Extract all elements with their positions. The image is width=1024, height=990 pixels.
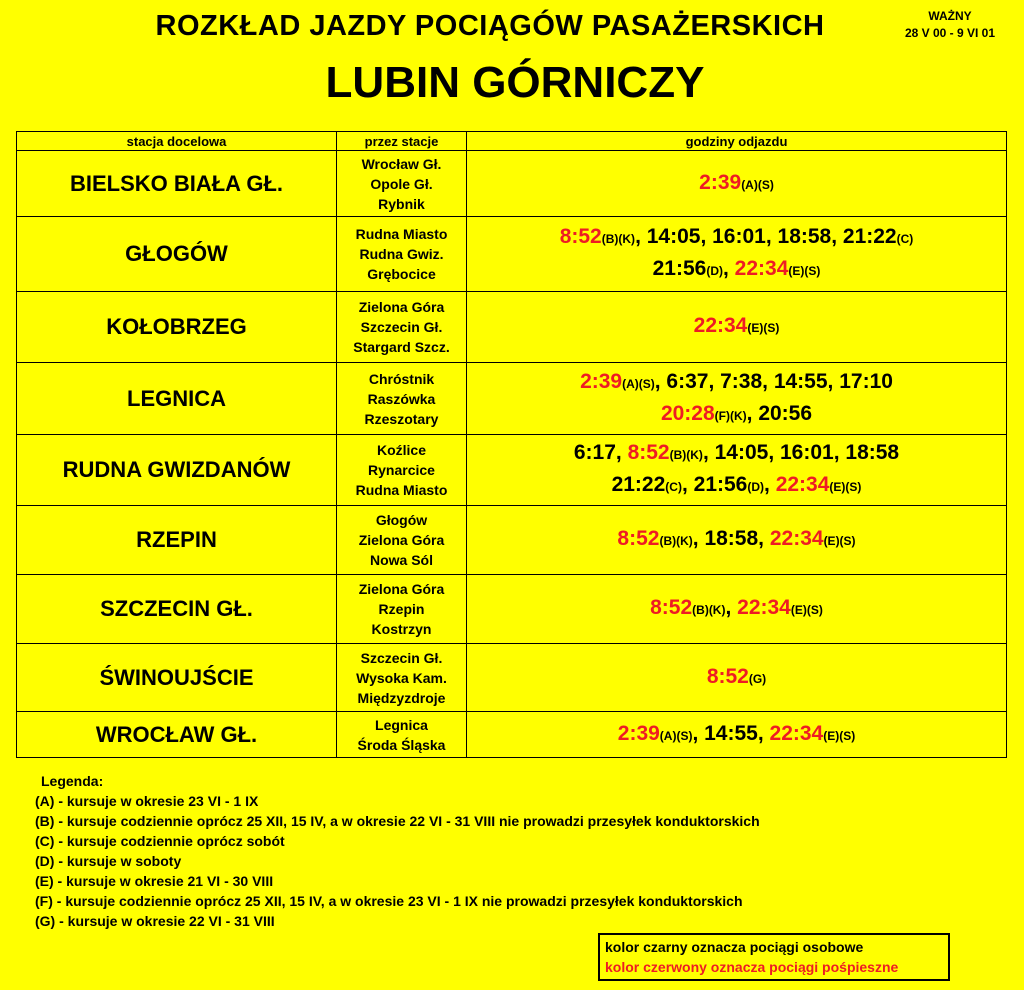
- departure-passenger: [574, 441, 616, 464]
- destination-cell: KOŁOBRZEG: [17, 292, 337, 363]
- departure-time: 21:56: [693, 473, 748, 496]
- column-header-departures: godziny odjazdu: [467, 132, 1007, 151]
- destination-cell: RUDNA GWIZDANÓW: [17, 435, 337, 506]
- departure-time: 6:17: [573, 441, 616, 464]
- via-station: Koźlice: [376, 442, 426, 458]
- legend-item: (G) - kursuje w okresie 22 VI - 31 VIII: [35, 913, 275, 929]
- departure-passenger: [778, 225, 832, 248]
- departure-passenger: [647, 225, 701, 248]
- departure-time: 22:34: [693, 314, 748, 337]
- departure-time: 20:28: [660, 401, 715, 425]
- departure-notes: (C): [665, 480, 682, 494]
- validity-label: WAŻNY: [928, 9, 972, 23]
- table-row: [17, 644, 1007, 712]
- departure-line: [467, 524, 1006, 556]
- departure-time: 14:05: [714, 441, 769, 464]
- separator: ,: [681, 473, 694, 496]
- departure-fast: [617, 527, 692, 550]
- departures-cell: [467, 575, 1007, 644]
- departure-time: 14:55: [704, 721, 758, 745]
- departures-cell: [467, 712, 1007, 758]
- via-station: Chróstnik: [368, 370, 435, 387]
- departure-line: [467, 399, 1006, 431]
- departure-time: 14:55: [773, 369, 828, 393]
- departure-time: 18:58: [704, 527, 759, 550]
- departure-fast: [580, 370, 655, 393]
- departure-fast: [735, 257, 821, 280]
- departure-time: 21:22: [842, 225, 897, 248]
- departures-cell: [467, 151, 1007, 217]
- departure-passenger: [666, 370, 708, 393]
- departure-time: 18:58: [845, 441, 900, 464]
- departure-time: 22:34: [775, 473, 830, 496]
- timetable-title: ROZKŁAD JAZDY POCIĄGÓW PASAŻERSKICH: [155, 10, 825, 42]
- validity-range: 28 V 00 - 9 VI 01: [904, 26, 996, 40]
- separator: ,: [708, 369, 721, 393]
- departure-fast: [661, 402, 747, 425]
- departures-cell: [467, 363, 1007, 435]
- separator: ,: [768, 441, 780, 464]
- color-key-box: [598, 933, 950, 981]
- departure-line: [467, 168, 1006, 200]
- departure-notes: (B)(K): [692, 603, 726, 617]
- departure-notes: (B)(K): [669, 448, 703, 462]
- departure-time: 2:39: [699, 170, 742, 194]
- departure-time: 22:34: [737, 596, 791, 619]
- separator: ,: [654, 369, 667, 393]
- via-station: Środa Śląska: [357, 736, 446, 753]
- departure-passenger: [653, 257, 723, 280]
- departures-cell: [467, 292, 1007, 363]
- departure-time: 18:58: [777, 225, 832, 248]
- color-key-red: kolor czerwony oznacza pociągi pośpieszne: [605, 959, 899, 975]
- table-row: [17, 151, 1007, 217]
- via-cell: [337, 217, 467, 292]
- legend-item: (C) - kursuje codziennie oprócz sobót: [35, 833, 285, 849]
- via-station: Nowa Sól: [369, 552, 433, 568]
- legend: [35, 771, 760, 931]
- separator: ,: [762, 369, 774, 393]
- departure-time: 6:37: [666, 369, 709, 393]
- departure-fast: [699, 171, 774, 194]
- separator: ,: [692, 721, 705, 745]
- via-station: Zielona Góra: [358, 532, 445, 548]
- departure-fast: [650, 596, 725, 619]
- departure-fast: [618, 722, 693, 745]
- departure-notes: (G): [748, 671, 767, 686]
- legend-item: (D) - kursuje w soboty: [35, 853, 182, 869]
- departure-line: [467, 719, 1006, 751]
- departure-passenger: [720, 370, 762, 393]
- via-station: Wysoka Kam.: [356, 669, 447, 686]
- destination-cell: ŚWINOUJŚCIE: [17, 644, 337, 712]
- via-cell: [337, 435, 467, 506]
- departure-fast: [737, 596, 823, 619]
- separator: ,: [635, 225, 647, 248]
- departure-line: [467, 470, 1006, 502]
- departure-time: 22:34: [769, 527, 824, 550]
- departure-time: 22:34: [769, 721, 824, 745]
- departure-time: 17:10: [839, 369, 893, 393]
- via-station: Szczecin Gł.: [360, 319, 443, 335]
- departure-notes: (A)(S): [659, 728, 693, 743]
- departure-passenger: [839, 370, 893, 393]
- departure-notes: (E)(S): [829, 480, 862, 494]
- via-station: Stargard Szcz.: [353, 339, 450, 355]
- table-row: [17, 575, 1007, 644]
- departure-fast: [770, 527, 856, 550]
- departure-notes: (E)(S): [788, 264, 821, 278]
- departure-passenger: [843, 225, 913, 248]
- legend-item: (B) - kursuje codziennie oprócz 25 XII, 15 IV, a w okresie 22 VI - 31 VIII nie prowadzi przesyłek konduktorskich: [35, 813, 760, 829]
- separator: ,: [831, 225, 843, 248]
- via-station: Rudna Miasto: [355, 226, 448, 242]
- departure-passenger: [774, 370, 828, 393]
- departure-fast: [694, 314, 780, 337]
- departure-notes: (C): [896, 232, 914, 246]
- separator: ,: [758, 527, 770, 550]
- separator: ,: [746, 401, 759, 425]
- departure-passenger: [612, 473, 682, 496]
- separator: ,: [700, 225, 713, 248]
- departure-passenger: [715, 441, 769, 464]
- departures-cell: [467, 644, 1007, 712]
- table-header-row: [17, 132, 1007, 151]
- via-station: Międzyzdroje: [357, 689, 446, 706]
- separator: ,: [723, 257, 735, 280]
- color-key-black: kolor czarny oznacza pociągi osobowe: [605, 939, 864, 955]
- destination-cell: SZCZECIN GŁ.: [17, 575, 337, 644]
- via-cell: [337, 575, 467, 644]
- departure-passenger: [758, 402, 812, 425]
- departure-time: 8:52: [650, 596, 693, 619]
- departure-fast: [770, 722, 856, 745]
- table-row: [17, 363, 1007, 435]
- via-station: Wrocław Gł.: [361, 155, 442, 172]
- departure-line: [467, 438, 1006, 470]
- destination-cell: BIELSKO BIAŁA GŁ.: [17, 151, 337, 217]
- departure-notes: (A)(S): [741, 177, 774, 192]
- departure-time: 21:22: [611, 473, 666, 496]
- destination-cell: WROCŁAW GŁ.: [17, 712, 337, 758]
- separator: ,: [615, 441, 628, 464]
- departure-time: 16:01: [712, 225, 766, 248]
- column-header-destination: stacja docelowa: [17, 132, 337, 151]
- via-cell: [337, 363, 467, 435]
- departure-time: 20:56: [758, 401, 813, 425]
- separator: ,: [764, 473, 776, 496]
- departure-line: [467, 254, 1006, 286]
- table-row: [17, 712, 1007, 758]
- via-station: Legnica: [375, 716, 428, 733]
- departure-passenger: [704, 722, 758, 745]
- departure-time: 8:52: [617, 527, 660, 550]
- via-station: Raszówka: [367, 390, 436, 407]
- via-station: Szczecin Gł.: [360, 649, 443, 666]
- departure-passenger: [694, 473, 764, 496]
- departures-table: [16, 131, 1007, 758]
- departures-cell: [467, 435, 1007, 506]
- via-station: Rzepin: [378, 601, 425, 617]
- separator: ,: [827, 369, 840, 393]
- departure-notes: (B)(K): [601, 232, 636, 246]
- via-station: Opole Gł.: [370, 175, 433, 192]
- departure-notes: (B)(K): [659, 534, 693, 548]
- separator: ,: [692, 527, 705, 550]
- validity-block: [880, 8, 1020, 42]
- via-station: Rudna Gwiz.: [359, 246, 444, 262]
- via-cell: [337, 506, 467, 575]
- table-row: [17, 435, 1007, 506]
- departure-notes: (A)(S): [622, 376, 655, 391]
- departure-time: 21:56: [652, 257, 707, 280]
- departure-time: 2:39: [617, 721, 660, 745]
- via-station: Rudna Miasto: [355, 482, 448, 498]
- departure-line: [467, 311, 1006, 343]
- separator: ,: [702, 441, 715, 464]
- station-name: LUBIN GÓRNICZY: [325, 58, 705, 107]
- via-cell: [337, 712, 467, 758]
- via-station: Rybnik: [378, 195, 425, 212]
- via-cell: [337, 151, 467, 217]
- departure-passenger: [780, 441, 834, 464]
- via-station: Rzeszotary: [364, 410, 439, 427]
- via-station: Głogów: [375, 512, 428, 528]
- departure-passenger: [704, 527, 758, 550]
- departure-line: [467, 662, 1006, 694]
- table-row: [17, 506, 1007, 575]
- departure-time: 8:52: [706, 664, 749, 688]
- departure-time: 22:34: [734, 257, 789, 280]
- destination-cell: GŁOGÓW: [17, 217, 337, 292]
- departure-time: 8:52: [627, 441, 670, 464]
- separator: ,: [725, 596, 738, 619]
- departure-notes: (D): [706, 264, 723, 278]
- legend-item: (F) - kursuje codziennie oprócz 25 XII, 15 IV, a w okresie 23 VI - 1 IX nie prowadzi przesyłek konduktorskich: [35, 893, 743, 909]
- departure-passenger: [845, 441, 899, 464]
- destination-cell: LEGNICA: [17, 363, 337, 435]
- departure-notes: (F)(K): [714, 408, 747, 423]
- legend-heading: Legenda:: [41, 773, 104, 789]
- departure-line: [467, 593, 1006, 625]
- destination-cell: RZEPIN: [17, 506, 337, 575]
- departure-passenger: [712, 225, 766, 248]
- departure-time: 14:05: [646, 225, 701, 248]
- legend-item: (A) - kursuje w okresie 23 VI - 1 IX: [35, 793, 259, 809]
- via-station: Zielona Góra: [358, 581, 445, 597]
- departures-cell: [467, 506, 1007, 575]
- departure-fast: [776, 473, 862, 496]
- table-row: [17, 217, 1007, 292]
- via-station: Rynarcice: [368, 462, 435, 478]
- column-header-via: przez stacje: [337, 132, 467, 151]
- departure-time: 2:39: [580, 369, 623, 393]
- separator: ,: [757, 721, 770, 745]
- departure-notes: (E)(S): [790, 603, 823, 617]
- departure-time: 16:01: [780, 441, 834, 464]
- separator: ,: [765, 225, 778, 248]
- departure-notes: (E)(S): [747, 321, 780, 335]
- departure-fast: [707, 665, 766, 688]
- departure-time: 8:52: [559, 225, 602, 248]
- departure-notes: (E)(S): [823, 728, 856, 743]
- departure-fast: [628, 441, 703, 464]
- departure-line: [467, 222, 1006, 254]
- departure-line: [467, 367, 1006, 399]
- separator: ,: [833, 441, 846, 464]
- departure-notes: (D): [747, 480, 765, 494]
- departure-notes: (E)(S): [823, 534, 856, 548]
- table-row: [17, 292, 1007, 363]
- departures-cell: [467, 217, 1007, 292]
- via-cell: [337, 644, 467, 712]
- via-cell: [337, 292, 467, 363]
- via-station: Kostrzyn: [371, 621, 432, 637]
- departure-fast: [560, 225, 635, 248]
- legend-item: (E) - kursuje w okresie 21 VI - 30 VIII: [35, 873, 274, 889]
- via-station: Zielona Góra: [358, 299, 445, 315]
- departure-time: 7:38: [720, 369, 763, 393]
- via-station: Grębocice: [367, 266, 436, 282]
